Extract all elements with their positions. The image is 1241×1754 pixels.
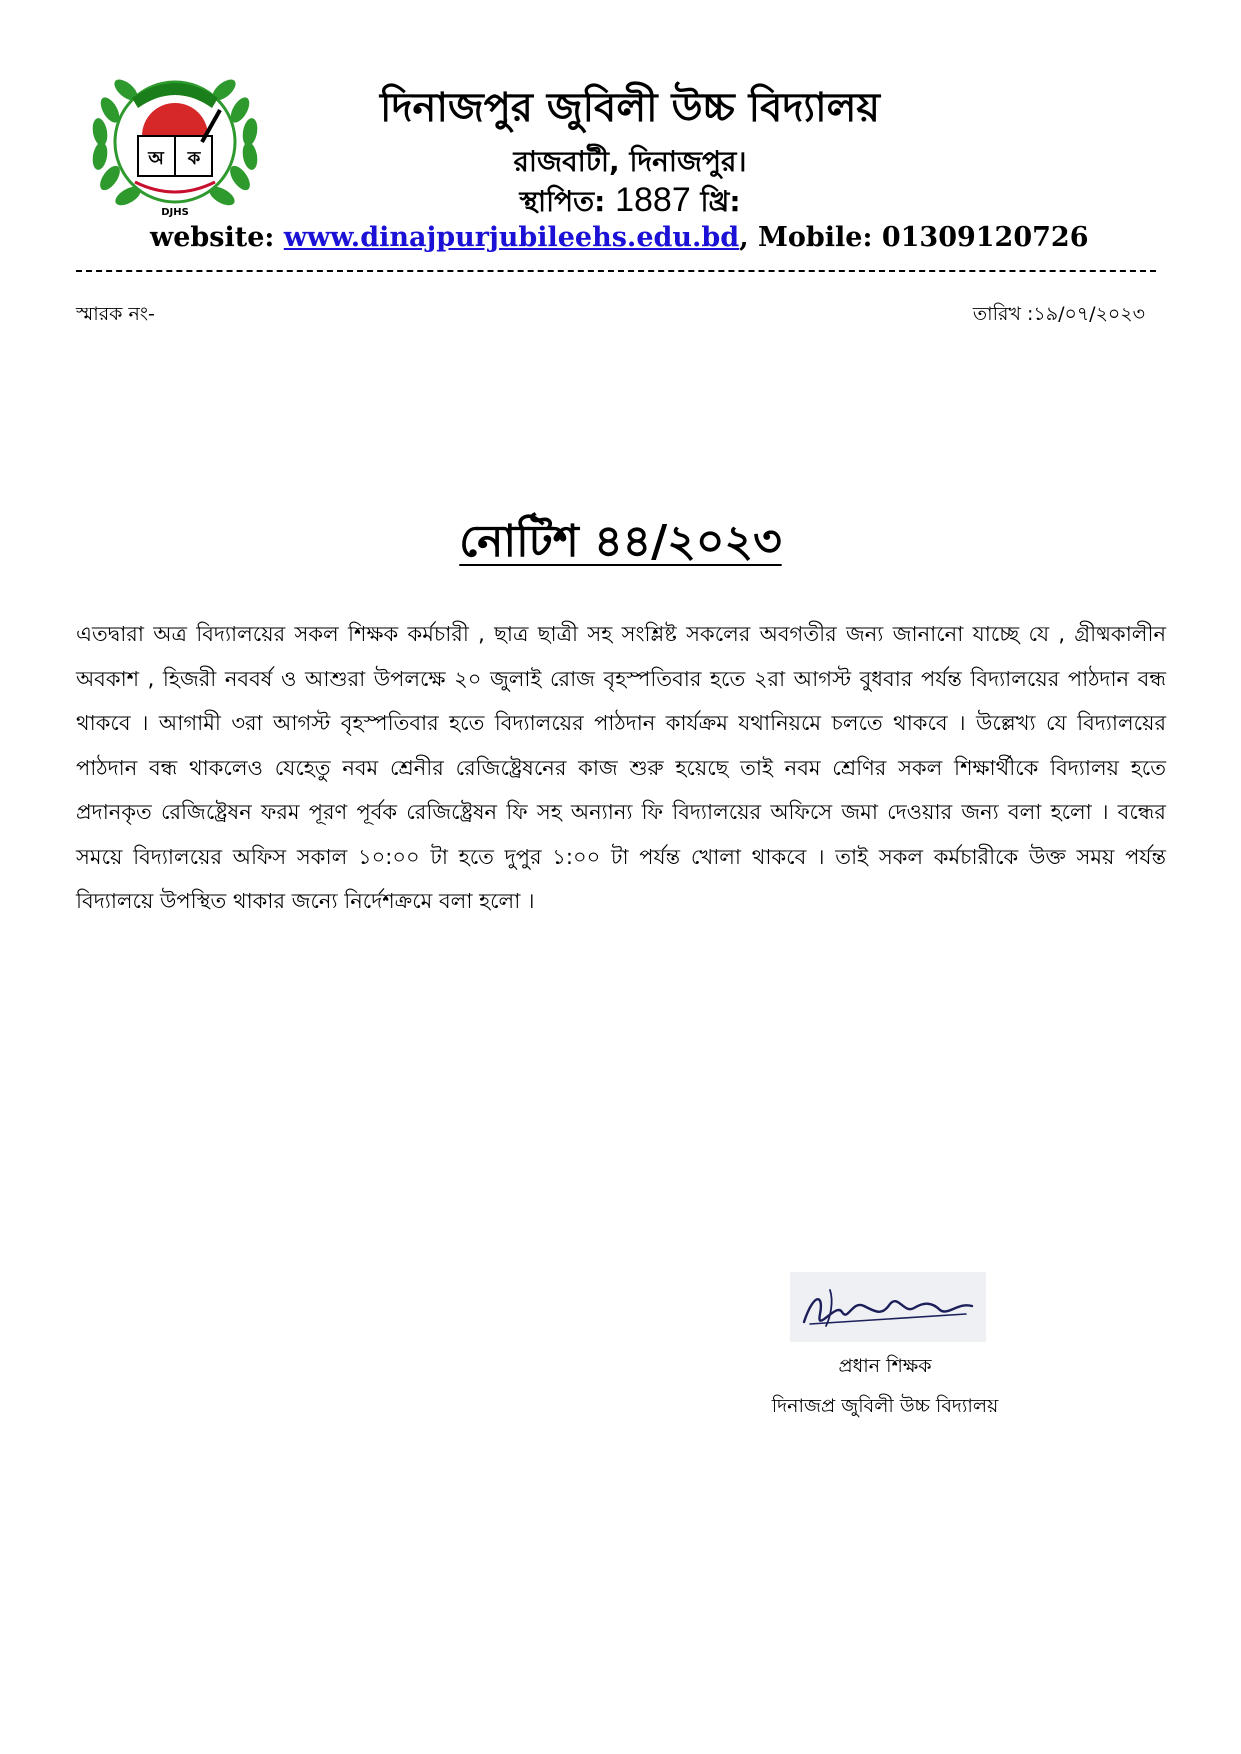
notice-title: নোটিশ ৪৪/২০২৩ <box>459 516 782 567</box>
signatory-school: দিনাজপ্র জুবিলী উচ্চ বিদ্যালয় <box>771 1395 999 1417</box>
mobile-number: 01309120726 <box>881 222 1089 253</box>
svg-text:DJHS: DJHS <box>161 207 189 218</box>
svg-text:অ: অ <box>148 148 164 169</box>
notice-title-wrap <box>0 508 1241 581</box>
school-emblem-icon <box>80 50 270 220</box>
header-divider <box>76 270 1156 272</box>
memo-number: স্মারক নং- <box>76 303 155 325</box>
mobile-label: , Mobile: <box>739 222 873 253</box>
school-address: রাজবাটী, দিনাজপুর। <box>513 145 747 178</box>
website-link[interactable]: www.dinajpurjubileehs.edu.bd <box>283 222 740 253</box>
notice-date: তারিখ :১৯/০৭/২০২৩ <box>972 303 1145 325</box>
contact-line <box>150 222 1150 253</box>
established-label: স্থাপিত: <box>519 185 606 218</box>
established-year: 1887 <box>615 181 691 219</box>
school-name: দিনাজপুর জুবিলী উচ্চ বিদ্যালয় <box>380 85 880 131</box>
established-suffix: খ্রি: <box>700 185 741 218</box>
handwritten-signature-icon <box>790 1272 986 1342</box>
svg-text:ক: ক <box>187 148 201 169</box>
signatory-title: প্রধান শিক্ষক <box>838 1355 932 1377</box>
website-label: website: <box>150 222 275 253</box>
notice-body: এতদ্বারা অত্র বিদ্যালয়ের সকল শিক্ষক কর্মচারী , ছাত্র ছাত্রী সহ সংশ্লিষ্ট সকলের অবগতীর জন্য জানানো যাচ্ছে যে , গ্রীষ্মকালীন অবকাশ , হিজরী নববর্ষ ও আশুরা উপলক্ষে ২০ জুলাই রোজ বৃহস্পতিবার হতে ২রা আগস্ট বুধবার পর্যন্ত বিদ্যালয়ের পাঠদান বন্ধ থাকবে । আগামী ৩রা আগস্ট বৃহস্পতিবার হতে বিদ্যালয়ের পাঠদান কার্যক্রম যথানিয়মে চলতে থাকবে । উল্লেখ্য যে বিদ্যালয়ের পাঠদান বন্ধ থাকলেও যেহেতু নবম শ্রেনীর রেজিষ্ট্রেষনের কাজ শুরু হয়েছে তাই নবম শ্রেণির সকল শিক্ষার্থীকে বিদ্যালয় হতে প্রদানকৃত রেজিষ্ট্রেষন ফরম পূরণ পূর্বক রেজিষ্ট্রেষন ফি সহ অন্যান্য ফি বিদ্যালয়ের অফিসে জমা দেওয়ার জন্য বলা হলো । বন্ধের সময়ে বিদ্যালয়ের অফিস সকাল ১০:০০ টা হতে দুপুর ১:০০ টা পর্যন্ত খোলা থাকবে । তাই সকল কর্মচারীকে উক্ত সময় পর্যন্ত বিদ্যালয়ে উপস্থিত থাকার জন্যে নির্দেশক্রমে বলা হলো । <box>76 622 1166 913</box>
established-line <box>360 180 900 227</box>
